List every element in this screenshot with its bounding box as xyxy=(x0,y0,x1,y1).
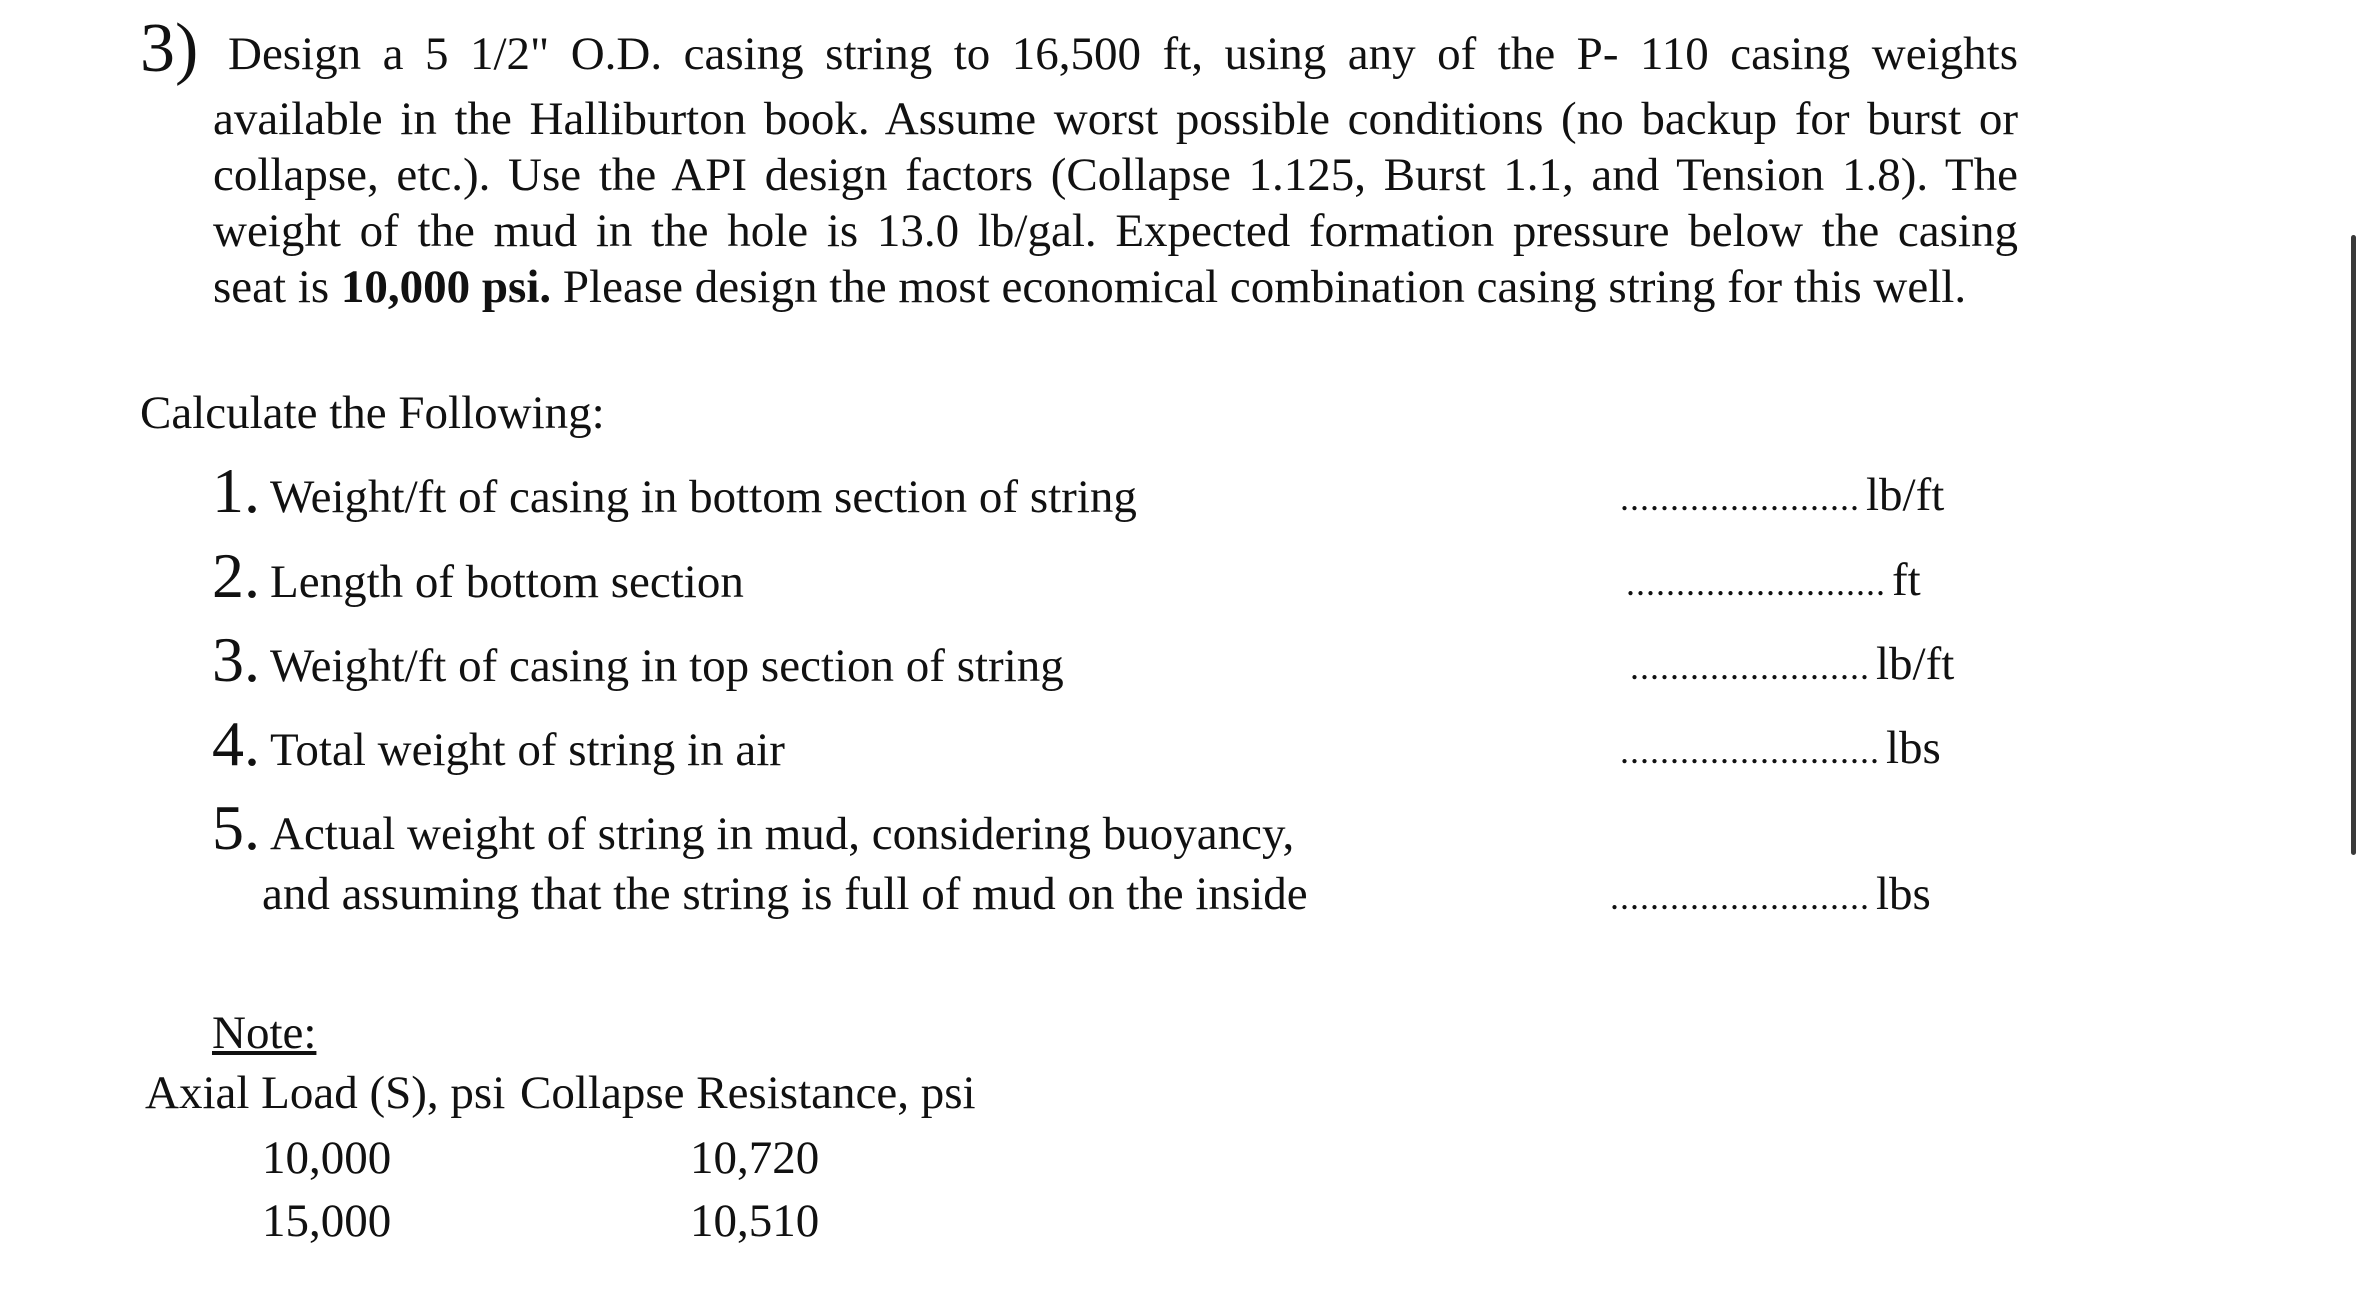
answer-dots: ........................ xyxy=(1630,647,1870,687)
table-cell-axial: 10,000 xyxy=(262,1132,392,1184)
note-title: Note: xyxy=(212,1007,317,1059)
question-number: 1. xyxy=(212,455,260,526)
answer-dots: .......................... xyxy=(1626,563,1886,603)
question-5 xyxy=(212,792,1294,864)
table-cell-collapse: 10,720 xyxy=(690,1132,820,1184)
problem-line-1: Design a 5 1/2" O.D. casing string to 16,500 ft, using any of the P- 110 casing weights xyxy=(228,28,2018,80)
answer-unit: lb/ft xyxy=(1876,638,1955,690)
col-header-axial-load: Axial Load (S), psi xyxy=(145,1067,506,1119)
problem-line-5-post: Please design the most economical combination casing string for this well. xyxy=(551,261,1967,313)
answer-unit: ft xyxy=(1892,554,1921,606)
question-4 xyxy=(212,708,785,780)
question-5-continued: and assuming that the string is full of mud on the inside xyxy=(262,868,1308,920)
question-text: Length of bottom section xyxy=(270,556,744,608)
question-text: Actual weight of string in mud, considering buoyancy, xyxy=(270,808,1295,860)
question-number: 3. xyxy=(212,624,260,695)
problem-number: 3) xyxy=(140,10,199,87)
question-1 xyxy=(212,455,1137,527)
problem-line-2: available in the Halliburton book. Assume worst possible conditions (no backup for burst or xyxy=(213,93,2018,145)
answer-dots: ........................ xyxy=(1620,478,1860,518)
answer-blank-4[interactable] xyxy=(1620,720,1941,779)
answer-blank-5[interactable] xyxy=(1610,866,1931,925)
problem-line-5-pre: seat is xyxy=(213,261,341,313)
answer-blank-3[interactable] xyxy=(1630,636,1954,695)
question-2 xyxy=(212,540,744,612)
vertical-scrollbar[interactable] xyxy=(2351,235,2356,855)
problem-line-4: weight of the mud in the hole is 13.0 lb/gal. Expected formation pressure below the casing xyxy=(213,205,2018,257)
question-3 xyxy=(212,624,1064,696)
table-cell-axial: 15,000 xyxy=(262,1195,392,1247)
col-header-collapse-resistance: Collapse Resistance, psi xyxy=(520,1067,976,1119)
question-text: Weight/ft of casing in bottom section of string xyxy=(270,471,1137,523)
answer-unit: lbs xyxy=(1886,722,1941,774)
question-number: 2. xyxy=(212,540,260,611)
formation-pressure-bold: 10,000 psi. xyxy=(340,261,552,313)
question-text: Weight/ft of casing in top section of string xyxy=(270,640,1064,692)
calculate-heading: Calculate the Following: xyxy=(140,387,605,439)
answer-unit: lb/ft xyxy=(1866,469,1945,521)
problem-line-3: collapse, etc.). Use the API design factors (Collapse 1.125, Burst 1.1, and Tension 1.8). The xyxy=(213,149,2018,201)
answer-dots: .......................... xyxy=(1610,877,1870,917)
question-number: 5. xyxy=(212,792,260,863)
question-text: Total weight of string in air xyxy=(270,724,785,776)
answer-dots: .......................... xyxy=(1620,731,1880,771)
table-cell-collapse: 10,510 xyxy=(690,1195,820,1247)
problem-line-5 xyxy=(213,259,1966,315)
question-number: 4. xyxy=(212,708,260,779)
answer-blank-1[interactable] xyxy=(1620,467,1944,526)
answer-blank-2[interactable] xyxy=(1626,552,1921,611)
answer-unit: lbs xyxy=(1876,868,1931,920)
